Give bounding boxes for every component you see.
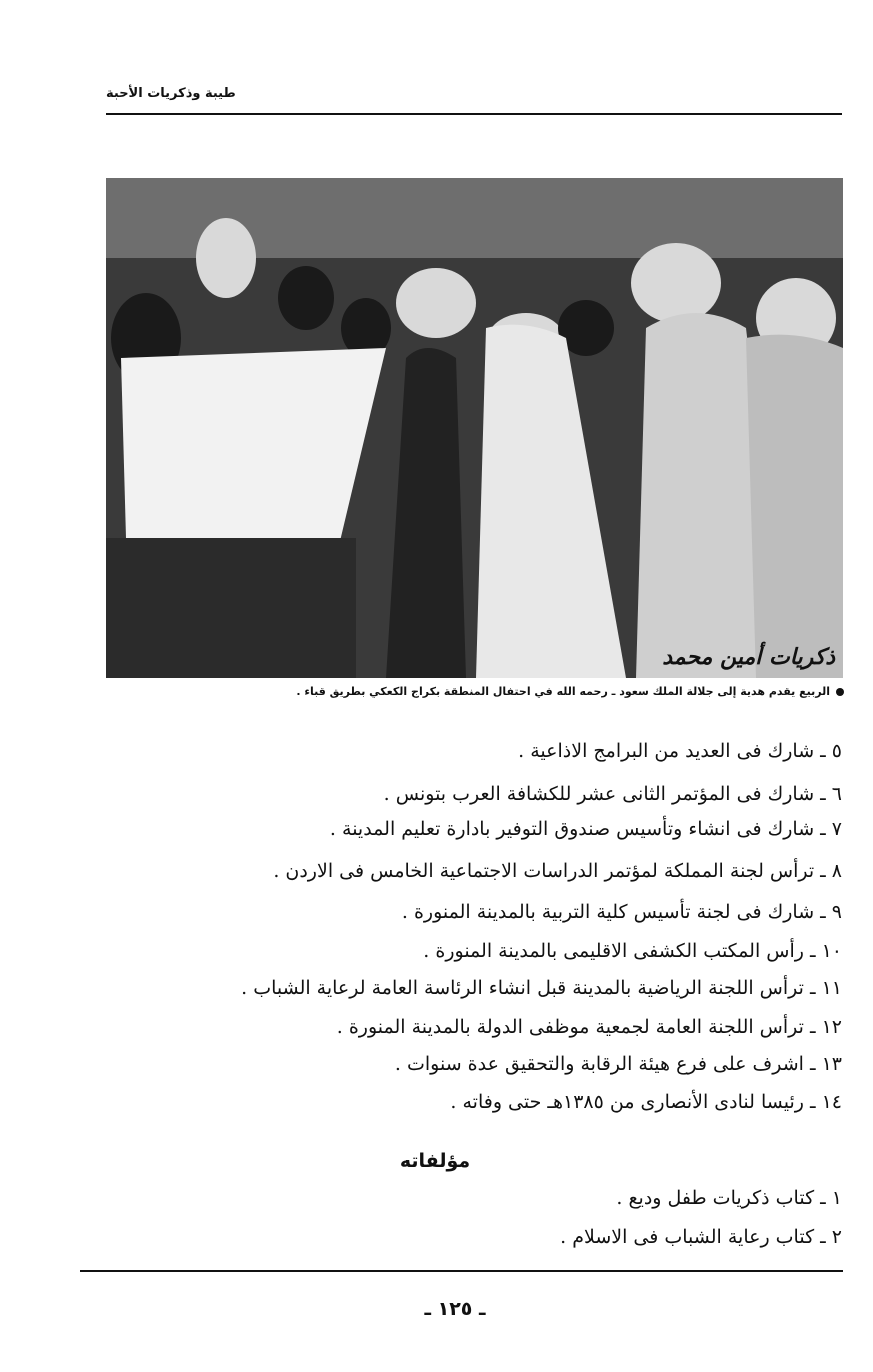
list-item: ٩ ـ شارك فى لجنة تأسيس كلية التربية بالمدينة المنورة .	[401, 901, 842, 923]
works-heading: مؤلفاته	[399, 1150, 471, 1172]
list-item: ١١ ـ ترأس اللجنة الرياضية بالمدينة قبل انشاء الرئاسة العامة لرعاية الشباب .	[241, 977, 842, 999]
list-item: ٢ ـ كتاب رعاية الشباب فى الاسلام .	[560, 1226, 842, 1248]
photograph-illustration	[106, 178, 843, 678]
list-item: ٦ ـ شارك فى المؤتمر الثانى عشر للكشافة العرب بتونس .	[383, 783, 842, 805]
photo-caption-text: الربيع يقدم هدية إلى جلالة الملك سعود ـ رحمه الله في احتفال المنطقة بكراج الكعكي بطريق قباء .	[296, 685, 830, 698]
list-item: ١٣ ـ اشرف على فرع هيئة الرقابة والتحقيق عدة سنوات .	[394, 1053, 842, 1075]
list-item: ١٠ ـ رأس المكتب الكشفى الاقليمى بالمدينة المنورة .	[423, 940, 842, 962]
page-number: ـ ١٢٥ ـ	[424, 1298, 486, 1320]
list-item: ٧ ـ شارك فى انشاء وتأسيس صندوق التوفير بادارة تعليم المدينة .	[329, 818, 842, 840]
historical-photograph	[106, 178, 843, 678]
footer-divider	[80, 1270, 843, 1272]
list-item: ٨ ـ ترأس لجنة المملكة لمؤتمر الدراسات الاجتماعية الخامس فى الاردن .	[273, 860, 842, 882]
bullet-icon	[836, 688, 844, 696]
list-item: ١٤ ـ رئيسا لنادى الأنصارى من ١٣٨٥هـ حتى وفاته .	[450, 1091, 842, 1113]
photo-caption	[246, 685, 844, 698]
list-item: ١ ـ كتاب ذكريات طفل وديع .	[616, 1187, 842, 1209]
header-divider	[106, 113, 842, 115]
list-item: ١٢ ـ ترأس اللجنة العامة لجمعية موظفى الدولة بالمدينة المنورة .	[336, 1016, 842, 1038]
list-item: ٥ ـ شارك فى العديد من البرامج الاذاعية .	[518, 740, 842, 762]
photo-signature: ذكريات أمين محمد	[662, 644, 835, 670]
running-header-title: طيبة وذكريات الأحبة	[106, 86, 236, 101]
